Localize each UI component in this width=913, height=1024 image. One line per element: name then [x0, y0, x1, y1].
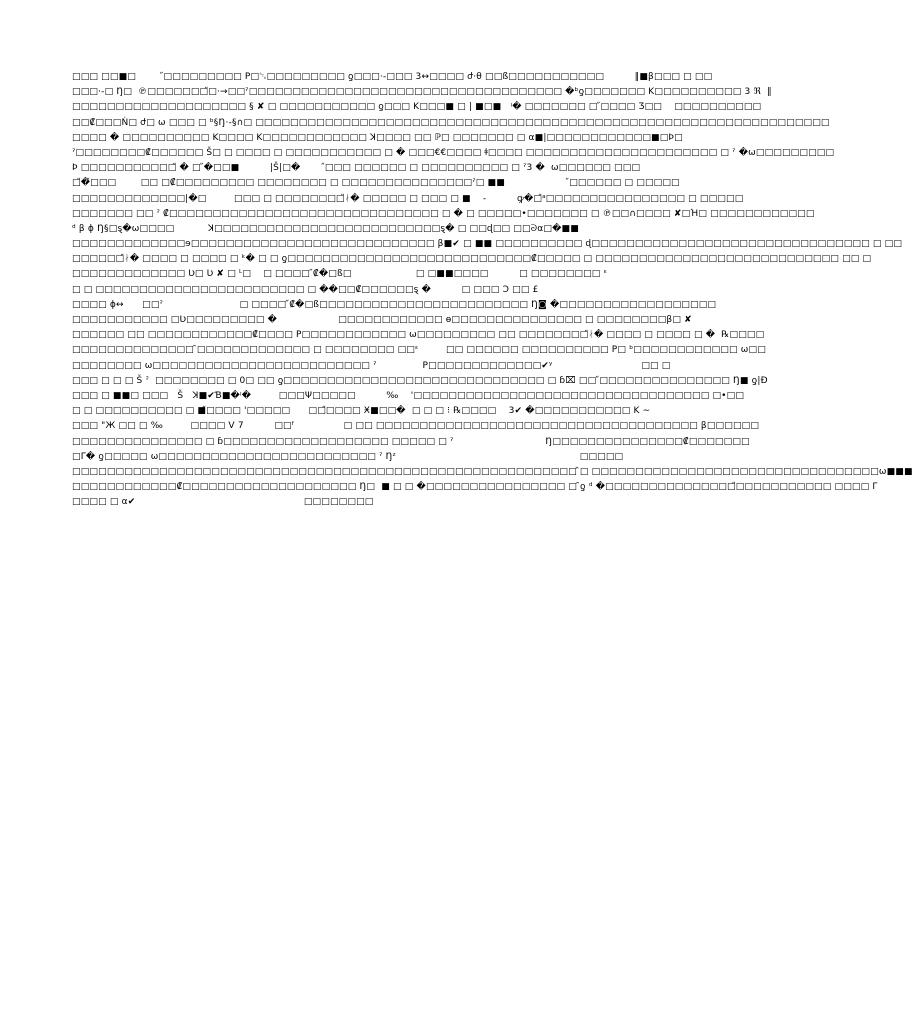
text-line: □□□□□□ □□ □□□□□□□□□□□□₡□□□□ P□□□□□□□□□□□□ ω□□□□□□□□□ □□ □□□□□□□□̋ᛅ� □□□□ □ □□□□ □ � ℞□□□□	[72, 330, 765, 341]
text-line: □□□□□□□□□□□□□□□□□□□□ § ✘ □ □□□□□□□□□□□ ƍ□□□ K□□□■ □ | ■□■ ᵎ� □□□□□□□ □ ̋□□□□ Ʒ□□ □□□□□□□□□□	[72, 102, 762, 113]
text-line: □Γ� ƍ□□□□□ ω□□□□□□□□□□□□□□□□□□□□□□□□□ ˀ Ŋᶻ □□□□□	[72, 451, 624, 462]
text-line: □□₡□□□Ń□ ժ□ ω □□□ □ ᵇ§Ŋ·-§∩□ □□□□□□□□□□□□□□□□□□□□□□□□□□□□□□□□□□□□□□□□□□□□□□□□□□□□□□□□□□□□□□□□□□	[72, 117, 830, 128]
text-line: □□□□□□□□□□□□□ɘ□□□□□□□□□□□□□□□□□□□□□□□□□□□□ β■✔ □ ■■ □□□□□□□□□□ ɖ□□□□□□□□□□□□□□□□□□□□□□□□□□□□□□□□ □ □□	[72, 239, 903, 250]
text-line: □□□ □ ■■□ □□□ Š ꓘ■✔Ɓ■�ᵎ� □□□Ψ□□□□□ ‰ '□□□□□□□□□□□□□□□□□□□□□□□□□□□□□□□□□□ □•□□	[72, 390, 745, 401]
text-line: □□□□□□̋ᛅ� □□□□ □ □□□□ □ ᵏ� □ □ ƍ□□□□□□□□□□□□□□□□□□□□□□□□□□□□₡□□□□□ □ □□□□□□□□□□□□□□□□□□□□□□□□□□□□ □□ □	[72, 254, 872, 265]
text-line: ᵈ β ɸ Ŋ§□ȿ�ω□□□□ ꓘ□□□□□□□□□□□□□□□□□□□□□□□□□□ȿ� □ □□ɖ□□ □□ᘐα□�■■	[72, 223, 579, 234]
text-line: □□□ "Ж □□ □ ‰ □□□□ V 7 □□ᶠ □ □□ □□□□□□□□□□□□□□□□□□□□□□□□□□□□□□□□□□□□□ β□□□□□□	[72, 421, 760, 432]
text-line: □□□ □□■□ ̋□□□□□□□□□ P□␂□□□□□□□□□ ƍ□□□·-□□□ 3↔□□□□ ժ·θ □□ß□□□□□□□□□□□ ‖■β□□□ □ □□	[72, 72, 713, 82]
text-line: Þ □□□□□□□□□□□̋ � □ ̋�□□■ |Š|□� ̋□□□ □□□□□□ □ □□□□□□□□□□ □ ˀ3 � ω□□□□□□ □□□	[72, 163, 641, 174]
text-line: □□□□□□□□□□□□□□ ̑□□□□□□□□□□□□□ □ □□□□□□□□ □□ᵋ □□ □□□□□□ □□□□□□□□□□ P□ ᵇ□□□□□□□□□□□□ ω□□	[72, 345, 766, 356]
text-line: □□□□□□□□□□□□□□□□□□□□□□□□□□□□□□□□□□□□□□□□□□□□□□□□□□□□□□□□□□ ̏□ □□□□□□□□□□□□□□□□□□□□□□□□□□□□□□□□□ω■■■	[72, 466, 913, 477]
text-line: □□□□□□□□ ω□□□□□□□□□□□□□□□□□□□□□□□□□ ˀ P□□□□□□□□□□□□□✔ʸ □□ □	[72, 360, 671, 371]
text-line: □̋�̋□□□ □□ □₡□□□□□□□□□ □□□□□□□□ □ □□□□□□□□□□□□□□□ˀ□ ■■ ̋□□□□□□ □ □□□□□	[72, 178, 680, 189]
text-line: □ □ □□□□□□□□□□□□□□□□□□□□□□□□ □ ��□□₡□□□□□□ȿ � □ □□□ Ɔ □□ £	[72, 284, 539, 295]
document-body-text	[72, 70, 913, 510]
text-line: □□□□ � □□□□□□□□□□ K□□□□ K□□□□□□□□□□□□ ꓘ□□□□ □□ ℙ□ □□□□□□□ □ α■|□□□□□□□□□□□□■□Þ□	[72, 132, 683, 143]
text-line: □□□ □ □ □ Š ˀ □□□□□□□□ □ 0□ □□ ƍ□□□□□□□□□□□□□□□□□□□□□□□□□□□□□□ □ ɓ⌧ □□ ̋□□□□□□□□□□□□□□□ Ŋ■ ƍ|Ɖ	[72, 375, 768, 386]
text-line: □□□□ □ α✔ □□□□□□□□	[72, 497, 374, 508]
text-line: □□□□□□□□□□□□□□□ □ ɓ□□□□□□□□□□□□□□□□□□□ □□□□□ □ ˀ Ŋ□□□□□□□□□□□□□□□₡□□□□□□□	[72, 436, 750, 447]
text-line: □□□□ ɸ↔ □□ˀ □ □□□□ ̋₡�□ß□□□□□□□□□□□□□□□□□□□□□□□□ Ŋ◙ �□□□□□□□□□□□□□□□□□□	[72, 299, 717, 310]
text-line: □□□□□□□□□□□ □Ʋ□□□□□□□□□ � □□□□□□□□□□□□ ɵ□□□□□□□□□□□□□□□ □ □□□□□□□□β□ ✘	[72, 315, 692, 325]
text-line: ˀ□□□□□□□□₡□□□□□□ Š□ □ □□□□ □ □□□□□□□□□□□ □ � □□□€€□□□□ ꬸ□□□□ □□□□□□□□□□□□□□□□□□□□□□ □ ˀ �ω□□□□□□□□□	[72, 147, 835, 158]
text-line: □□□□□□□ □□ ˀ ₡□□□□□□□□□□□□□□□□□□□□□□□□□□□□□□□ □ � □ □□□□□•□□□□□□□ □ ℗□□∩□□□□ ✘□Ή□ □□□□□□□□□□□□	[72, 208, 815, 219]
text-line: □ □ □□□□□□□□□□ □ ■̋□□□□ '□□□□□ □□̋□□□□ Ӿ■□□� □ □ □ ⁝ ℞□□□□ 3✔ �□□□□□□□□□□□ K ∼	[72, 406, 651, 417]
text-line: □□□□□□□□□□□□□|�□ □□□ □ □□□□□□□□̋ᛅ� □□□□□ □ □□□ □ ■ - ꝙ�□̋ᵃ□□□□□□□□□□□□□□□□ □ □□□□□	[72, 193, 744, 204]
text-line: □□□·-□ Ŋ□ ℗□□□□□□□̋□·→□□ˀ□□□□□□□□□□□□□□□□□□□□□□□□□□□□□□□□□□□□ �ᵇƍ□□□□□□□ K□□□□□□□□□□ 3 ℜ ‖	[72, 87, 772, 98]
text-line: □□□□□□□□□□□□□ Ʋ□ Ʋ ✘ □ ᴸ□ □ □□□□ ̋₡�□ß□ □ □■■□□□□ □ □□□□□□□□ ᵋ	[72, 269, 608, 280]
text-line: □□□□□□□□□□□□₡□□□□□□□□□□□□□□□□□□□□ Ŋ□ ■ □ □ �□□□□□□□□□□□□□□□□ □ ̑ƍ ᵈ �□□□□□□□□□□□□□□□̋□□□□□□□□□□□ □□□□ Γ	[72, 482, 878, 493]
